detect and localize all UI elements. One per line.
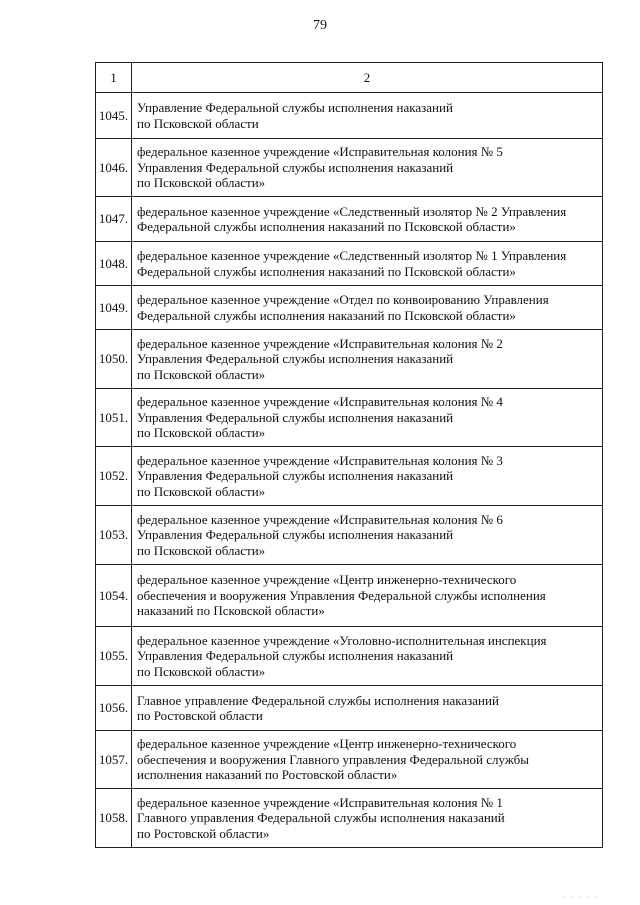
row-number: 1052. xyxy=(96,447,132,506)
row-organization-name: федеральное казенное учреждение «Исправительная колония № 6 Управления Федеральной службы исполнения наказаний по Псковской области» xyxy=(132,506,603,565)
row-organization-name: федеральное казенное учреждение «Центр инженерно-технического обеспечения и вооружения Главного управления Федеральной службы исполнения наказаний по Ростовской области» xyxy=(132,731,603,789)
page-number: 79 xyxy=(313,18,327,33)
table-row xyxy=(96,565,603,627)
header-cell-name: 2 xyxy=(132,63,603,93)
row-number: 1049. xyxy=(96,286,132,330)
table-row xyxy=(96,627,603,686)
row-number: 1050. xyxy=(96,330,132,389)
row-number: 1048. xyxy=(96,242,132,286)
row-organization-name: федеральное казенное учреждение «Следственный изолятор № 2 Управления Федеральной службы исполнения наказаний по Псковской области» xyxy=(132,197,603,242)
row-organization-name: федеральное казенное учреждение «Исправительная колония № 3 Управления Федеральной службы исполнения наказаний по Псковской области» xyxy=(132,447,603,506)
table-row xyxy=(96,242,603,286)
row-number: 1047. xyxy=(96,197,132,242)
row-organization-name: федеральное казенное учреждение «Уголовно-исполнительная инспекция Управления Федеральной службы исполнения наказаний по Псковской области» xyxy=(132,627,603,686)
table-row xyxy=(96,686,603,731)
row-number: 1057. xyxy=(96,731,132,789)
row-organization-name: федеральное казенное учреждение «Исправительная колония № 2 Управления Федеральной службы исполнения наказаний по Псковской области» xyxy=(132,330,603,389)
header-cell-number: 1 xyxy=(96,63,132,93)
row-number: 1058. xyxy=(96,789,132,848)
table-row xyxy=(96,286,603,330)
row-number: 1051. xyxy=(96,389,132,447)
table-header-row xyxy=(96,63,603,93)
table-row xyxy=(96,731,603,789)
table-row xyxy=(96,139,603,197)
row-number: 1054. xyxy=(96,565,132,627)
table-row xyxy=(96,389,603,447)
row-organization-name: федеральное казенное учреждение «Следственный изолятор № 1 Управления Федеральной службы исполнения наказаний по Псковской области» xyxy=(132,242,603,286)
table-row xyxy=(96,93,603,139)
row-number: 1046. xyxy=(96,139,132,197)
row-number: 1053. xyxy=(96,506,132,565)
document-table xyxy=(95,62,603,848)
scan-artifact: . . . . . xyxy=(564,890,600,899)
table-row xyxy=(96,447,603,506)
row-organization-name: Главное управление Федеральной службы исполнения наказаний по Ростовской области xyxy=(132,686,603,731)
row-organization-name: федеральное казенное учреждение «Исправительная колония № 4 Управления Федеральной службы исполнения наказаний по Псковской области» xyxy=(132,389,603,447)
table-row xyxy=(96,789,603,848)
row-number: 1055. xyxy=(96,627,132,686)
row-organization-name: федеральное казенное учреждение «Отдел по конвоированию Управления Федеральной службы исполнения наказаний по Псковской области» xyxy=(132,286,603,330)
row-organization-name: федеральное казенное учреждение «Исправительная колония № 5 Управления Федеральной службы исполнения наказаний по Псковской области» xyxy=(132,139,603,197)
row-number: 1045. xyxy=(96,93,132,139)
row-organization-name: федеральное казенное учреждение «Исправительная колония № 1 Главного управления Федеральной службы исполнения наказаний по Ростовской области» xyxy=(132,789,603,848)
row-organization-name: Управление Федеральной службы исполнения наказаний по Псковской области xyxy=(132,93,603,139)
table-row xyxy=(96,330,603,389)
table-row xyxy=(96,197,603,242)
table-row xyxy=(96,506,603,565)
row-organization-name: федеральное казенное учреждение «Центр инженерно-технического обеспечения и вооружения Управления Федеральной службы исполнения наказаний по Псковской области» xyxy=(132,565,603,627)
row-number: 1056. xyxy=(96,686,132,731)
